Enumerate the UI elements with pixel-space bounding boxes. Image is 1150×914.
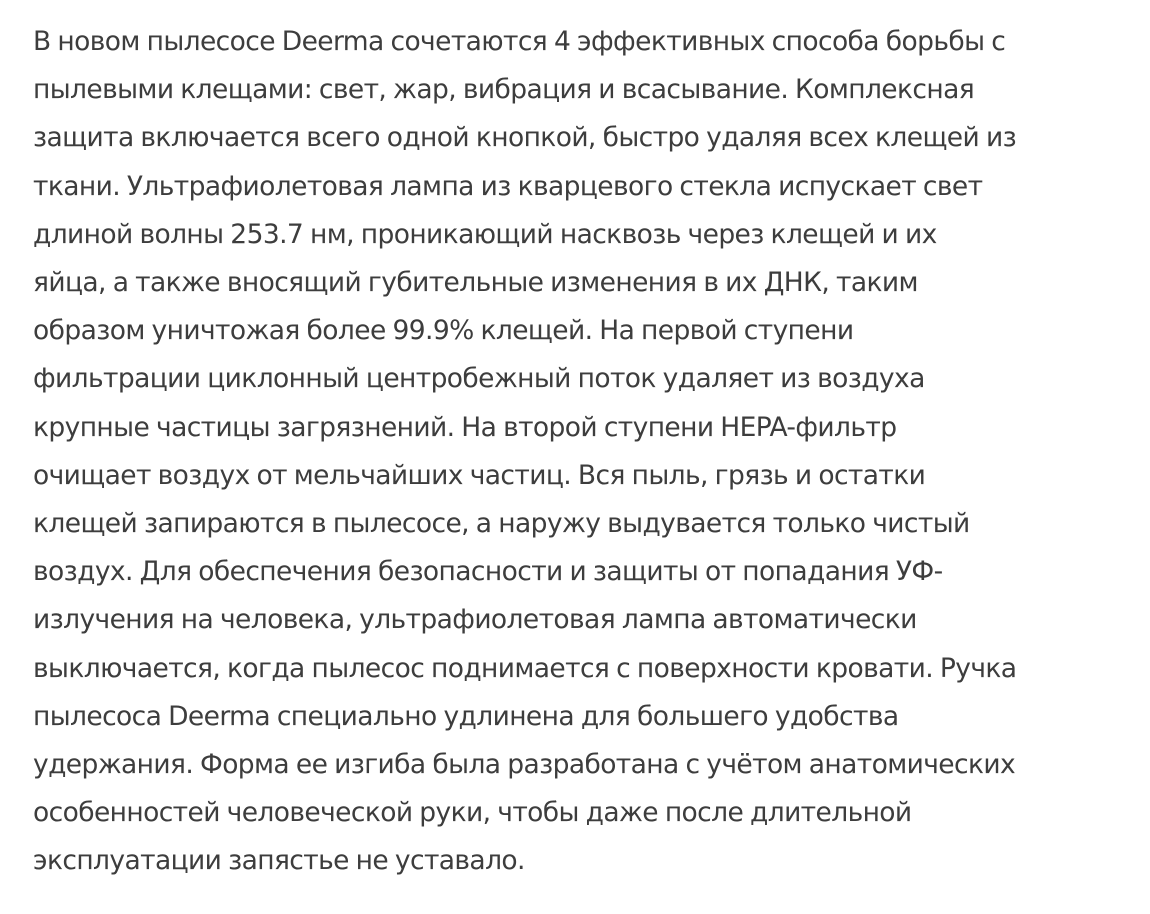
- paragraph-line-16: удержания. Форма ее изгиба была разработана с учётом анатомических: [33, 749, 1016, 781]
- paragraph-line-17: особенностей человеческой руки, чтобы даже после длительной: [33, 797, 912, 829]
- paragraph-line-15: пылесоса Deerma специально удлинена для большего удобства: [33, 700, 899, 732]
- paragraph-line-1: В новом пылесосе Deerma сочетаются 4 эффективных способа борьбы с: [33, 26, 1006, 57]
- paragraph-line-12: воздух. Для обеспечения безопасности и защиты от попадания УФ-: [33, 556, 943, 588]
- paragraph-line-13: излучения на человека, ультрафиолетовая лампа автоматически: [33, 604, 917, 636]
- article-paragraph: [33, 18, 1128, 886]
- paragraph-line-9: крупные частицы загрязнений. На второй ступени HEPA-фильтр: [33, 411, 897, 443]
- paragraph-line-7: образом уничтожая более 99.9% клещей. На первой ступени: [33, 315, 854, 347]
- paragraph-line-10: очищает воздух от мельчайших частиц. Вся пыль, грязь и остатки: [33, 459, 926, 491]
- paragraph-line-14: выключается, когда пылесос поднимается с поверхности кровати. Ручка: [33, 652, 1017, 684]
- paragraph-line-5: длиной волны 253.7 нм, проникающий насквозь через клещей и их: [33, 218, 937, 250]
- paragraph-line-2: пылевыми клещами: свет, жар, вибрация и всасывание. Комплексная: [33, 74, 975, 106]
- paragraph-line-4: ткани. Ультрафиолетовая лампа из кварцевого стекла испускает свет: [33, 170, 983, 202]
- paragraph-line-6: яйца, а также вносящий губительные изменения в их ДНК, таким: [33, 267, 918, 299]
- paragraph-line-3: защита включается всего одной кнопкой, быстро удаляя всех клещей из: [33, 122, 1017, 154]
- paragraph-line-11: клещей запираются в пылесосе, а наружу выдувается только чистый: [33, 508, 970, 540]
- paragraph-line-18: эксплуатации запястье не уставало.: [33, 845, 525, 877]
- paragraph-line-8: фильтрации циклонный центробежный поток удаляет из воздуха: [33, 363, 925, 395]
